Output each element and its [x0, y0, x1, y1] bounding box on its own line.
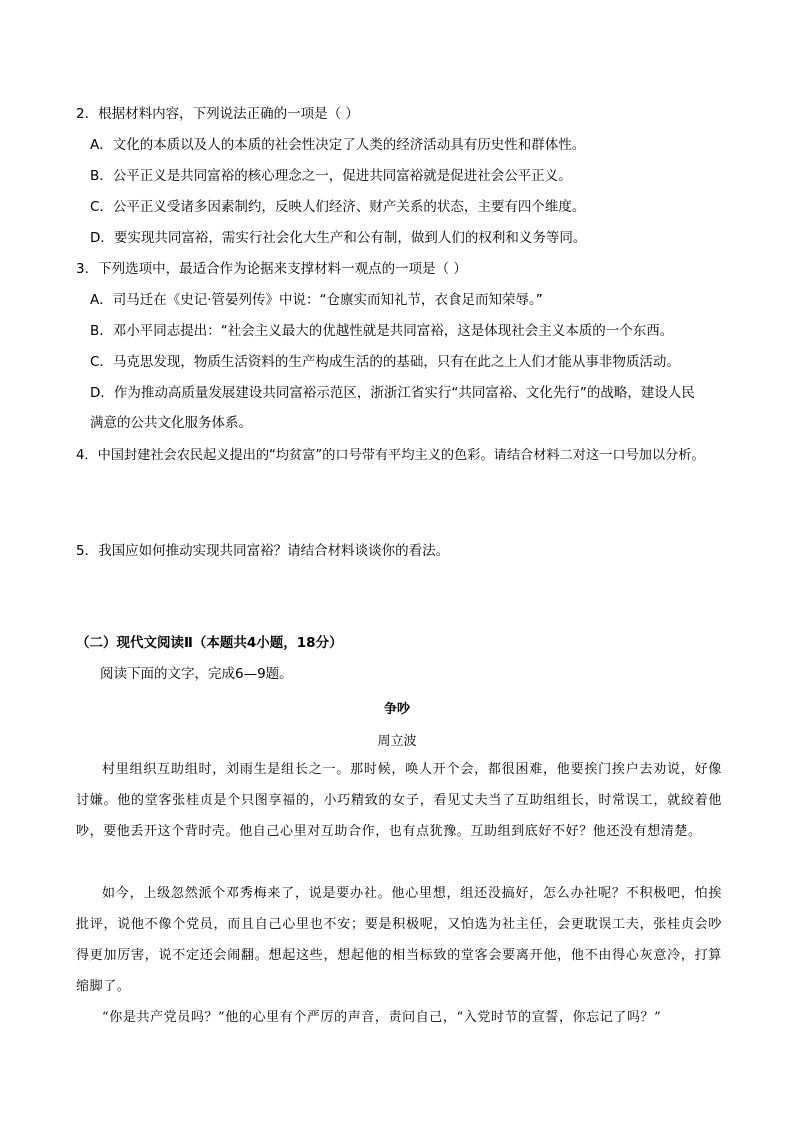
section-heading: （二）现代文阅读Ⅱ（本题共4小题，18分） [76, 635, 343, 651]
question-3-option-a: A．司马迁在《史记·管晏列传》中说：“仓廪实而知礼节，衣食足而知荣辱。” [90, 292, 543, 308]
reading-instruction: 阅读下面的文字，完成6—9题。 [100, 666, 293, 682]
question-2-option-b: B．公平正义是共同富裕的核心理念之一，促进共同富裕就是促进社会公平正义。 [90, 168, 572, 184]
story-paragraph-1: 村里组织互助组时，刘雨生是组长之一。那时候，唤人开个会，都很困难，他要挨门挨户去劝说，好像讨嫌。他的堂客张桂贞是个只图享福的，小巧精致的女子，看见丈夫当了互助组组长，时常误工，就絞着他吵，要他丢开这个背时壳。他自己心里对互助合作，也有点犹豫。互助组到底好不好？他还没有想清楚。 [76, 762, 722, 839]
question-5: 5．我国应如何推动实现共同富裕？请结合材料谈谈你的看法。 [76, 543, 450, 559]
question-2-option-a: A．文化的本质以及人的本质的社会性决定了人类的经济活动具有历史性和群体性。 [90, 137, 586, 153]
question-3-option-b: B．邓小平同志提出：“社会主义最大的优越性就是共同富裕，这是体现社会主义本质的一个东西。 [90, 323, 674, 339]
story-paragraph-2: 如今，上级忽然派个邓秀梅来了，说是要办社。他心里想，组还没搞好，怎么办社呢？不积极吧，怕挨批评，说他不像个党员，而且自己心里也不安；要是积极呢，又怕选为社主任，会更耽误工夫，张桂贞会吵得更加厉害，说不定还会闹翻。想起这些，想起他的相当标致的堂客会要离开他，他不由得心灰意冷，打算缩脚了。 [76, 886, 722, 994]
question-3-option-d-continued: 满意的公共文化服务体系。 [90, 415, 252, 431]
question-2-option-d: D．要实现共同富裕，需实行社会化大生产和公有制，做到人们的权利和义务等同。 [90, 230, 587, 246]
question-3-option-c: C．马克思发现，物质生活资料的生产构成生活的的基础，只有在此之上人们才能从事非物质活动。 [90, 354, 680, 370]
story-paragraph-3: “你是共产党员吗？”他的心里有个严厉的声音，责问自己，“入党时节的宣誓，你忘记了吗？” [102, 1010, 662, 1025]
question-2-stem: 2．根据材料内容，下列说法正确的一项是（ ） [76, 106, 359, 122]
question-3-stem: 3．下列选项中，最适合作为论据来支撑材料一观点的一项是（ ） [76, 261, 467, 277]
question-3-option-d: D．作为推动高质量发展建设共同富裕示范区，浙浙江省实行“共同富裕、文化先行”的战略，建设人民 [90, 385, 695, 401]
story-title: 争吵 [383, 702, 410, 717]
question-4: 4．中国封建社会农民起义提出的“均贫富”的口号带有平均主义的色彩。请结合材料二对这一口号加以分析。 [76, 448, 705, 463]
question-2-option-c: C．公平正义受诸多因素制约，反映人们经济、财产关系的状态，主要有四个维度。 [90, 199, 586, 215]
story-author: 周立波 [377, 734, 417, 749]
